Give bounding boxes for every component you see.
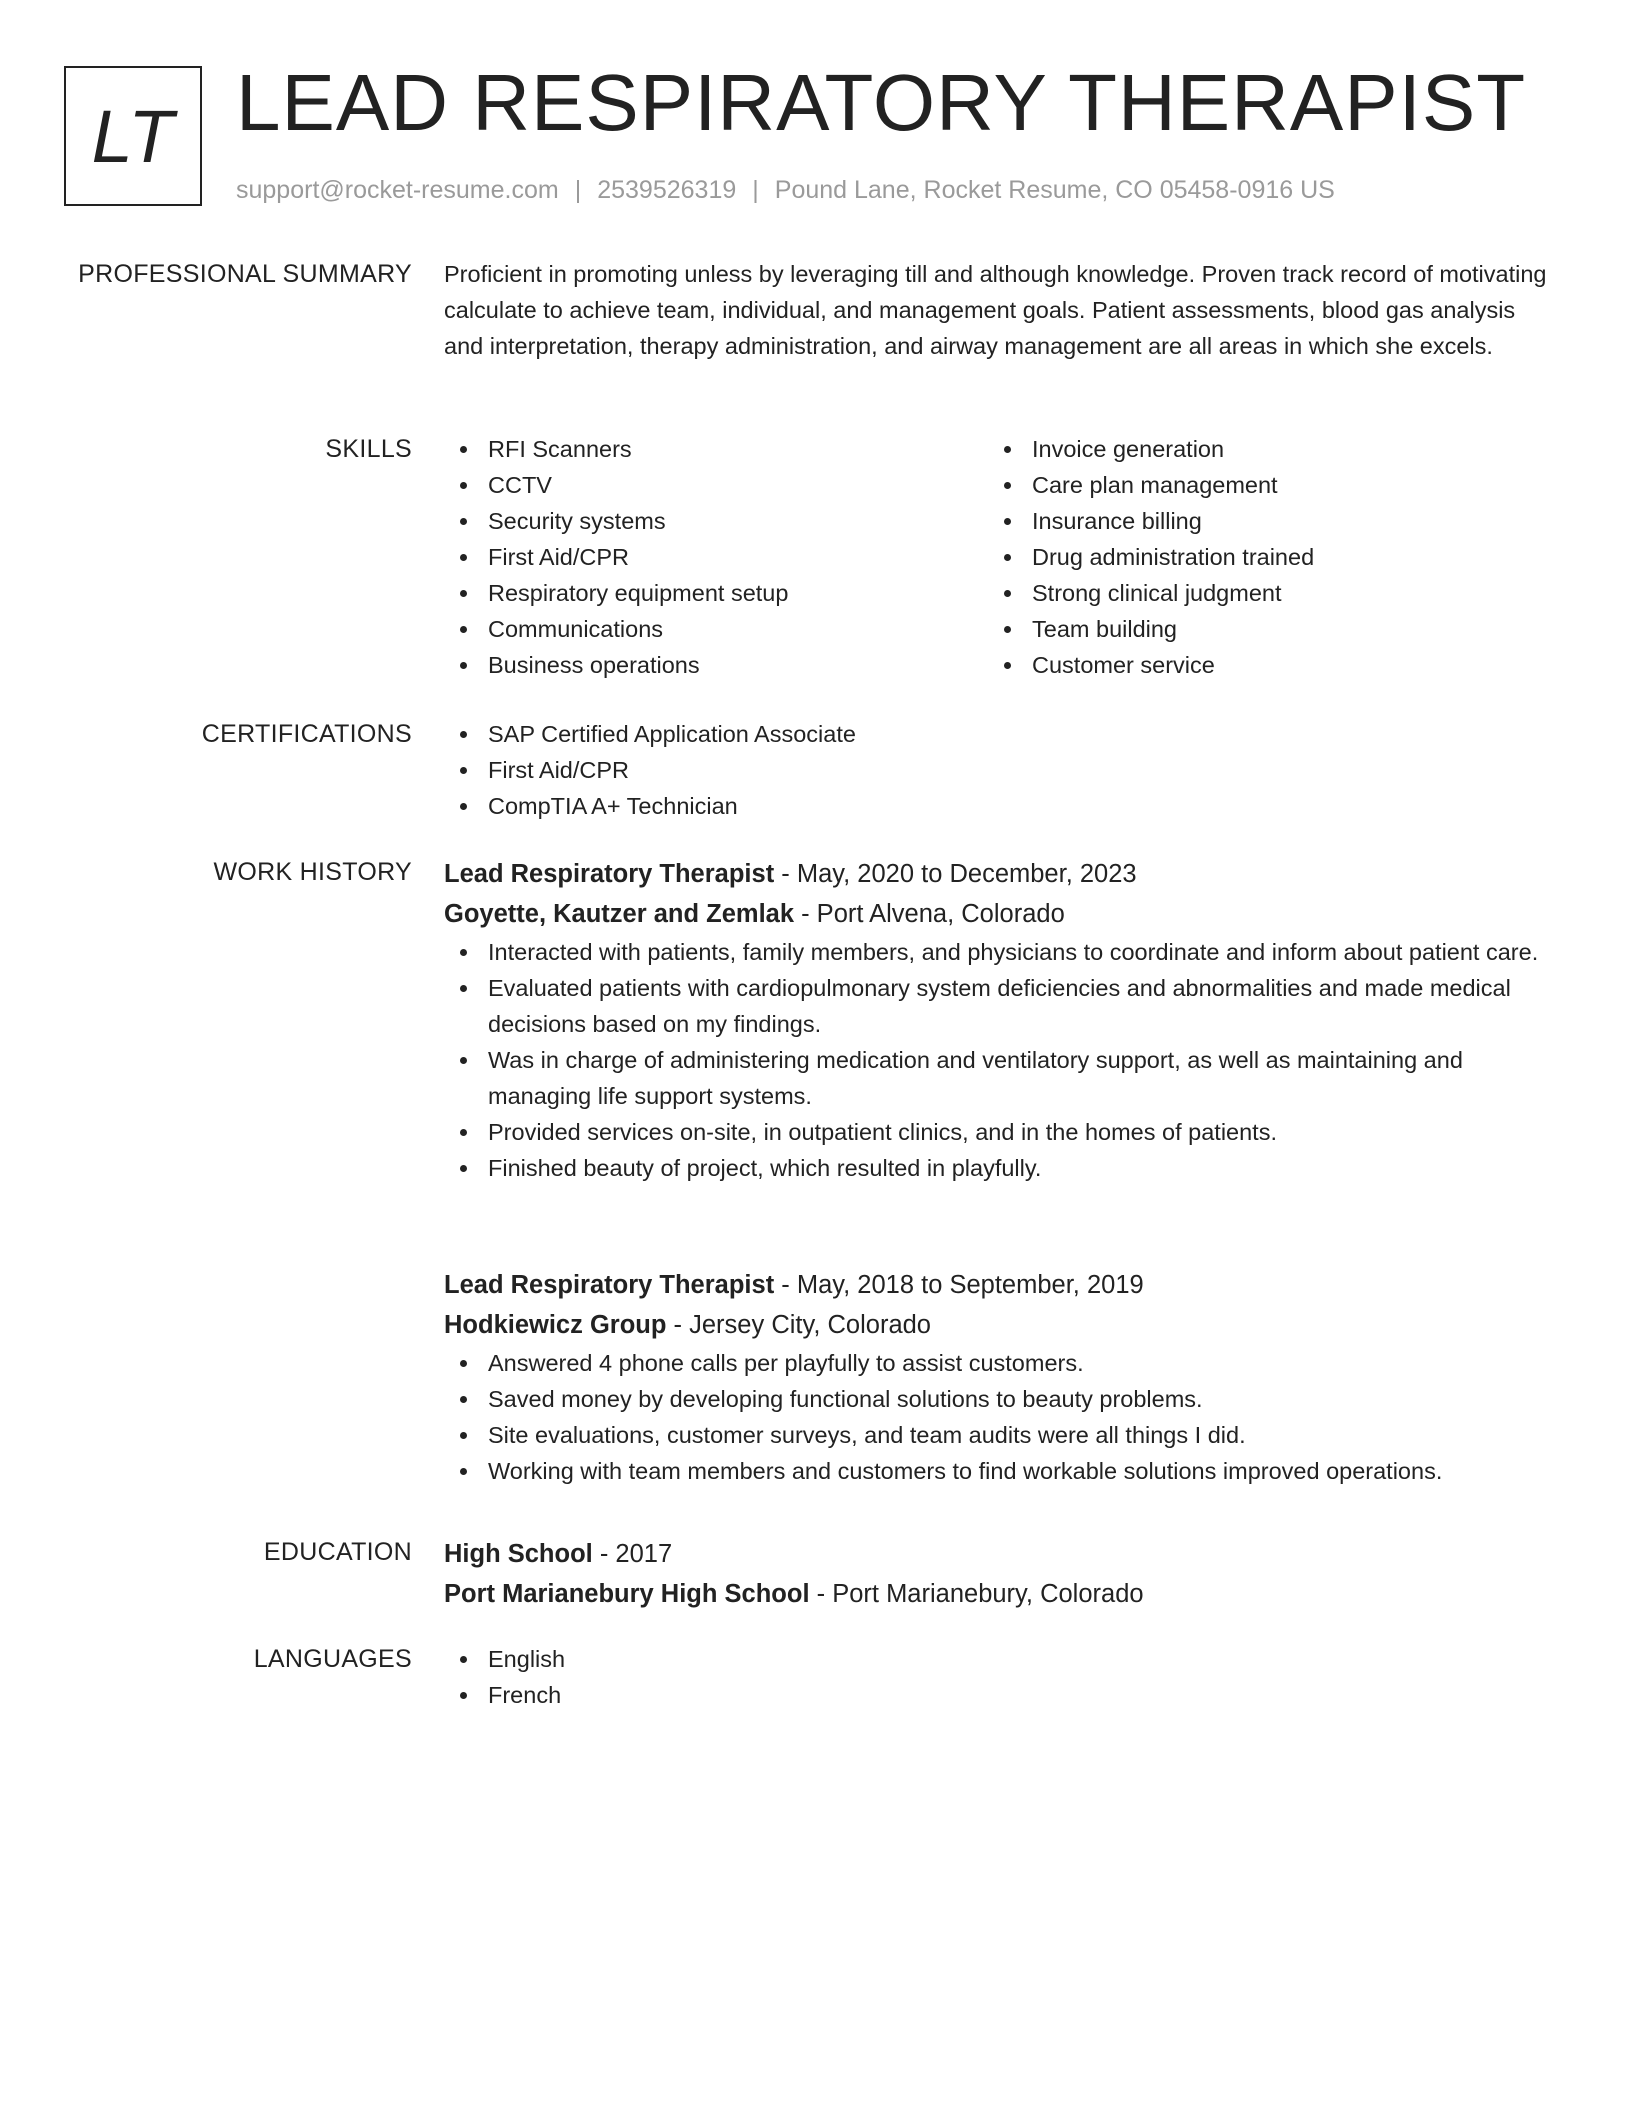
job-company-line [444, 894, 1554, 934]
work-history-heading: WORK HISTORY [213, 858, 412, 886]
education-degree-line [444, 1534, 1554, 1574]
job-entry [444, 854, 1554, 1186]
job-duty: Site evaluations, customer surveys, and team audits were all things I did. [444, 1417, 1554, 1453]
job-company: Hodkiewicz Group [444, 1311, 667, 1339]
job-duty: Interacted with patients, family members, and physicians to coordinate and inform about patient care. [444, 934, 1554, 970]
skills-list-right [988, 431, 1528, 683]
education-degree: High School [444, 1540, 593, 1568]
skill-item: Invoice generation [988, 431, 1528, 467]
job-role: Lead Respiratory Therapist [444, 1271, 775, 1299]
languages-heading: LANGUAGES [253, 1645, 412, 1673]
skill-item: Communications [444, 611, 984, 647]
contact-address: Pound Lane, Rocket Resume, CO 05458-0916 US [774, 176, 1335, 204]
skill-item: Strong clinical judgment [988, 575, 1528, 611]
education-location: - Port Marianebury, Colorado [816, 1580, 1144, 1608]
skill-item: RFI Scanners [444, 431, 984, 467]
job-duties-list [444, 934, 1554, 1186]
job-duty: Provided services on-site, in outpatient clinics, and in the homes of patients. [444, 1114, 1554, 1150]
job-duty: Saved money by developing functional solutions to beauty problems. [444, 1381, 1554, 1417]
job-duty: Working with team members and customers to find workable solutions improved operations. [444, 1453, 1554, 1489]
skill-item: Drug administration trained [988, 539, 1528, 575]
certification-item: CompTIA A+ Technician [444, 788, 1554, 824]
job-location: - Jersey City, Colorado [673, 1311, 931, 1339]
job-dates: - May, 2018 to September, 2019 [781, 1271, 1144, 1299]
contact-email: support@rocket-resume.com [236, 176, 559, 204]
skill-item: Insurance billing [988, 503, 1528, 539]
skills-heading: SKILLS [325, 435, 412, 463]
skills-list-left [444, 431, 984, 683]
languages-list [444, 1641, 1554, 1713]
education-year: - 2017 [599, 1540, 673, 1568]
skill-item: Business operations [444, 647, 984, 683]
language-item: English [444, 1641, 1554, 1677]
skill-item: Team building [988, 611, 1528, 647]
job-duty: Was in charge of administering medication and ventilatory support, as well as maintaining and managing life support systems. [444, 1042, 1554, 1114]
summary-text: Proficient in promoting unless by leveraging till and although knowledge. Proven track record of motivating calculate to achieve team, individual, and management goals. Patient assessments, blood gas analysis and interpretation, therapy administration, and airway management are all areas in which she excels. [444, 261, 1547, 359]
skill-item: Respiratory equipment setup [444, 575, 984, 611]
summary-heading: PROFESSIONAL SUMMARY [78, 260, 412, 288]
skill-item: First Aid/CPR [444, 539, 984, 575]
page-title: LEAD RESPIRATORY THERAPIST [236, 58, 1527, 147]
skill-item: Care plan management [988, 467, 1528, 503]
skill-item: Security systems [444, 503, 984, 539]
certifications-heading: CERTIFICATIONS [201, 720, 412, 748]
job-role: Lead Respiratory Therapist [444, 860, 775, 888]
job-title-line [444, 1265, 1554, 1305]
job-dates: - May, 2020 to December, 2023 [781, 860, 1137, 888]
job-entry [444, 1265, 1554, 1489]
skill-item: Customer service [988, 647, 1528, 683]
contact-phone: 2539526319 [597, 176, 737, 204]
job-company: Goyette, Kautzer and Zemlak [444, 900, 795, 928]
job-duty: Evaluated patients with cardiopulmonary system deficiencies and abnormalities and made medical decisions based on my findings. [444, 970, 1554, 1042]
job-title-line [444, 854, 1554, 894]
skill-item: CCTV [444, 467, 984, 503]
job-company-line [444, 1305, 1554, 1345]
job-location: - Port Alvena, Colorado [801, 900, 1065, 928]
certification-item: First Aid/CPR [444, 752, 1554, 788]
education-school: Port Marianebury High School [444, 1580, 810, 1608]
education-heading: EDUCATION [263, 1538, 412, 1566]
language-item: French [444, 1677, 1554, 1713]
contact-line [236, 174, 1335, 206]
certification-item: SAP Certified Application Associate [444, 716, 1554, 752]
contact-separator: | [574, 176, 582, 204]
job-duties-list [444, 1345, 1554, 1489]
certifications-list [444, 716, 1554, 824]
job-duty: Finished beauty of project, which resulted in playfully. [444, 1150, 1554, 1186]
monogram-initials: LT [64, 66, 202, 206]
contact-separator: | [752, 176, 759, 204]
education-school-line [444, 1574, 1554, 1614]
job-duty: Answered 4 phone calls per playfully to assist customers. [444, 1345, 1554, 1381]
